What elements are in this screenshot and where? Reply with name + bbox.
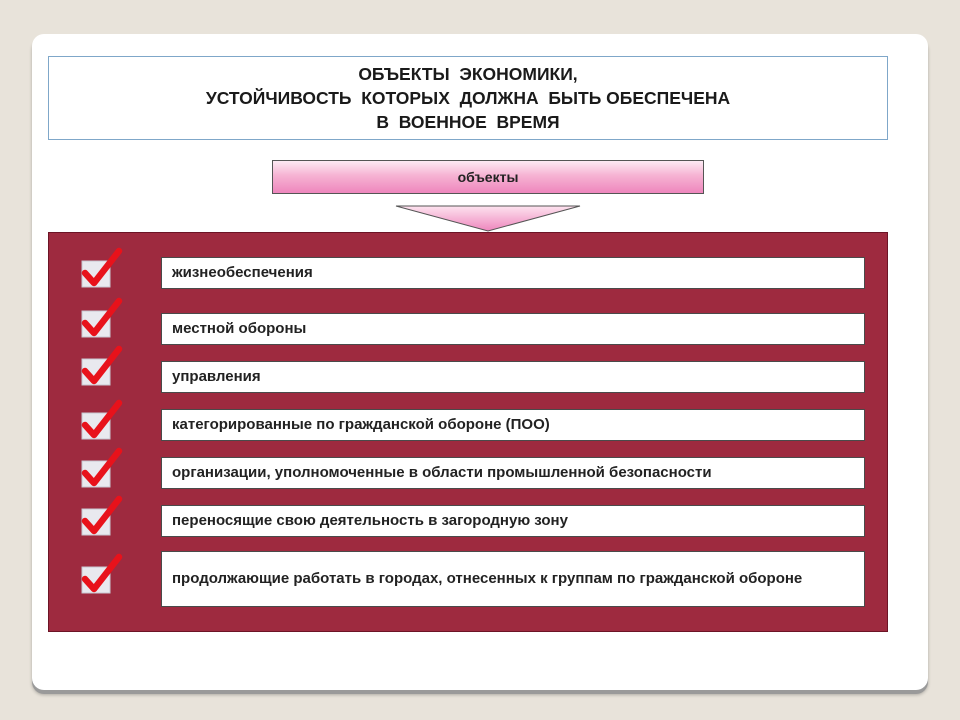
list-item [161,361,865,393]
checkmark-icon [79,247,125,293]
item-label: организации, уполномоченные в области промышленной безопасности [172,464,712,481]
item-label: местной обороны [172,320,307,337]
checkmark-icon [79,495,125,541]
item-label: продолжающие работать в городах, отнесенных к группам по гражданской обороне [172,570,803,587]
down-arrow-icon [394,204,582,232]
list-item [161,409,865,441]
checkmark-icon [79,447,125,493]
checkmark-icon [79,297,125,343]
list-item [161,257,865,289]
checkmark-icon [79,553,125,599]
slide [32,34,928,690]
list-item [161,457,865,489]
objects-box: объекты [272,160,704,194]
item-label: категорированные по гражданской обороне (ПОО) [172,416,550,433]
item-label: жизнеобеспечения [172,264,313,281]
title-box [48,56,888,140]
list-item [161,505,865,537]
title-line-1: ОБЪЕКТЫ ЭКОНОМИКИ, [358,64,578,84]
title-line-3: В ВОЕННОЕ ВРЕМЯ [376,112,560,132]
checkmark-icon [79,399,125,445]
item-label: управления [172,368,261,385]
item-label: переносящие свою деятельность в загородную зону [172,512,568,529]
title-line-2: УСТОЙЧИВОСТЬ КОТОРЫХ ДОЛЖНА БЫТЬ ОБЕСПЕЧЕНА [205,88,731,108]
list-item [161,313,865,345]
list-item [161,551,865,607]
objects-panel [48,232,888,632]
checkmark-icon [79,345,125,391]
